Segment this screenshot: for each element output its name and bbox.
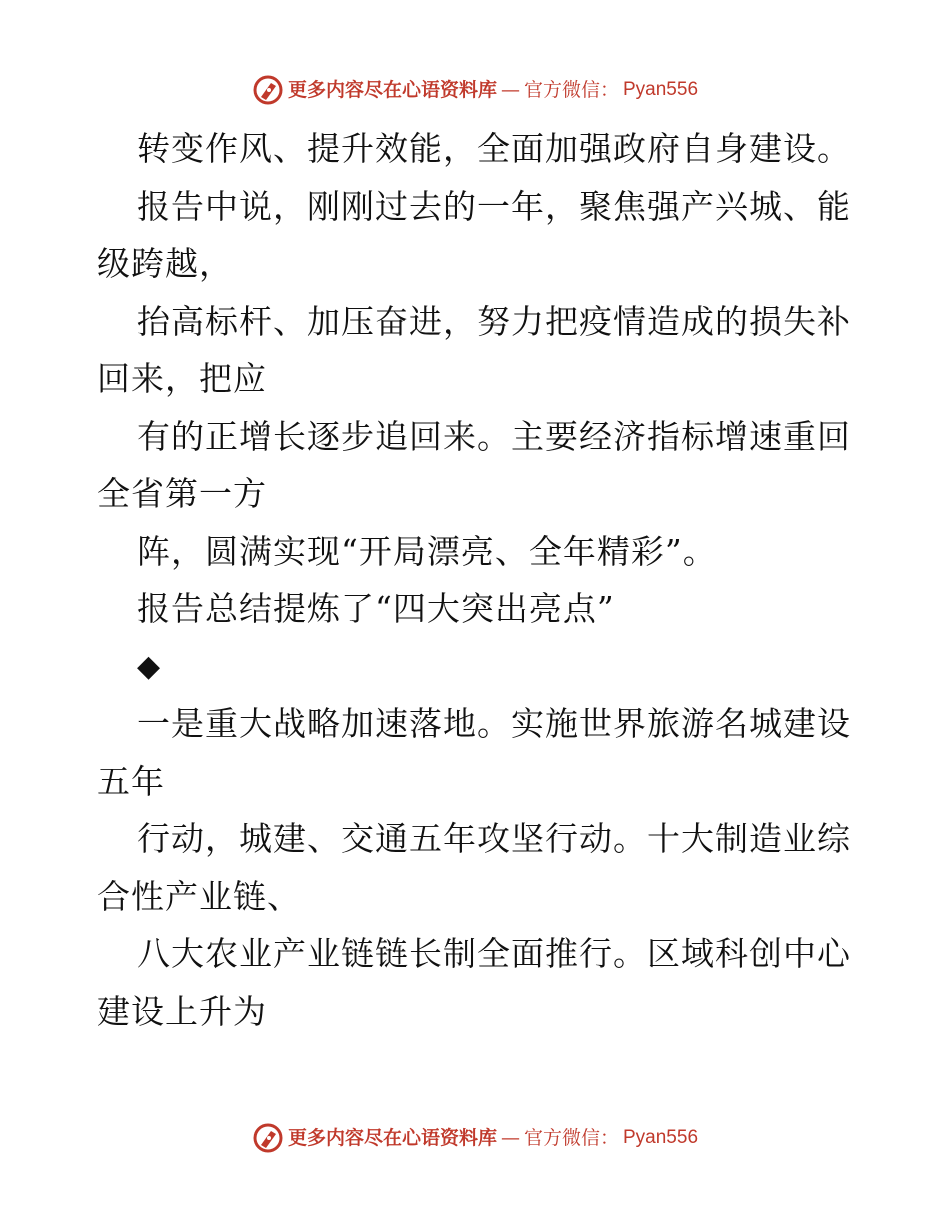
- paragraph-line: 级跨越，: [97, 244, 233, 283]
- paragraph-line: 报告中说，刚刚过去的一年，聚焦强产兴城、能: [137, 186, 851, 226]
- document-body: [97, 120, 857, 1040]
- paragraph-line: 合性产业链、: [97, 876, 301, 916]
- paragraph-line: 建设上升为: [97, 991, 267, 1031]
- banner-wechat-id: Pyan556: [623, 79, 699, 100]
- pen-nib-logo-icon: [252, 1122, 284, 1154]
- footer-banner: [0, 1118, 950, 1158]
- paragraph-line: 报告总结提炼了“四大突出亮点”: [137, 589, 615, 628]
- paragraph-line: 全省第一方: [97, 474, 267, 513]
- paragraph-line: 一是重大战略加速落地。实施世界旅游名城建设: [137, 704, 851, 743]
- banner-dash: —: [500, 1127, 520, 1149]
- header-banner: [0, 70, 950, 110]
- paragraph-line: 阵，圆满实现“开局漂亮、全年精彩”。: [137, 531, 717, 571]
- pen-nib-logo-icon: [252, 74, 284, 106]
- banner-dash: —: [500, 79, 520, 101]
- banner-wechat-label: 官方微信：: [523, 1127, 619, 1149]
- paragraph-line: 转变作风、提升效能，全面加强政府自身建设。: [137, 129, 851, 168]
- paragraph-line: 抬高标杆、加压奋进，努力把疫情造成的损失补: [137, 301, 851, 341]
- paragraph-line: 有的正增长逐步追回来。主要经济指标增速重回: [137, 416, 851, 456]
- paragraph-line: 八大农业产业链链长制全面推行。区域科创中心: [137, 934, 851, 973]
- paragraph-line: 五年: [97, 761, 165, 801]
- paragraph-line: 回来，把应: [97, 359, 267, 398]
- banner-wechat-label: 官方微信：: [523, 79, 619, 101]
- banner-wechat-id: Pyan556: [623, 1127, 699, 1148]
- banner-site-text: 更多内容尽在心语资料库: [287, 1127, 497, 1149]
- paragraph-line: 行动，城建、交通五年攻坚行动。十大制造业综: [137, 819, 851, 858]
- banner-site-text: 更多内容尽在心语资料库: [287, 79, 497, 101]
- diamond-bullet-icon: ◆: [137, 648, 162, 684]
